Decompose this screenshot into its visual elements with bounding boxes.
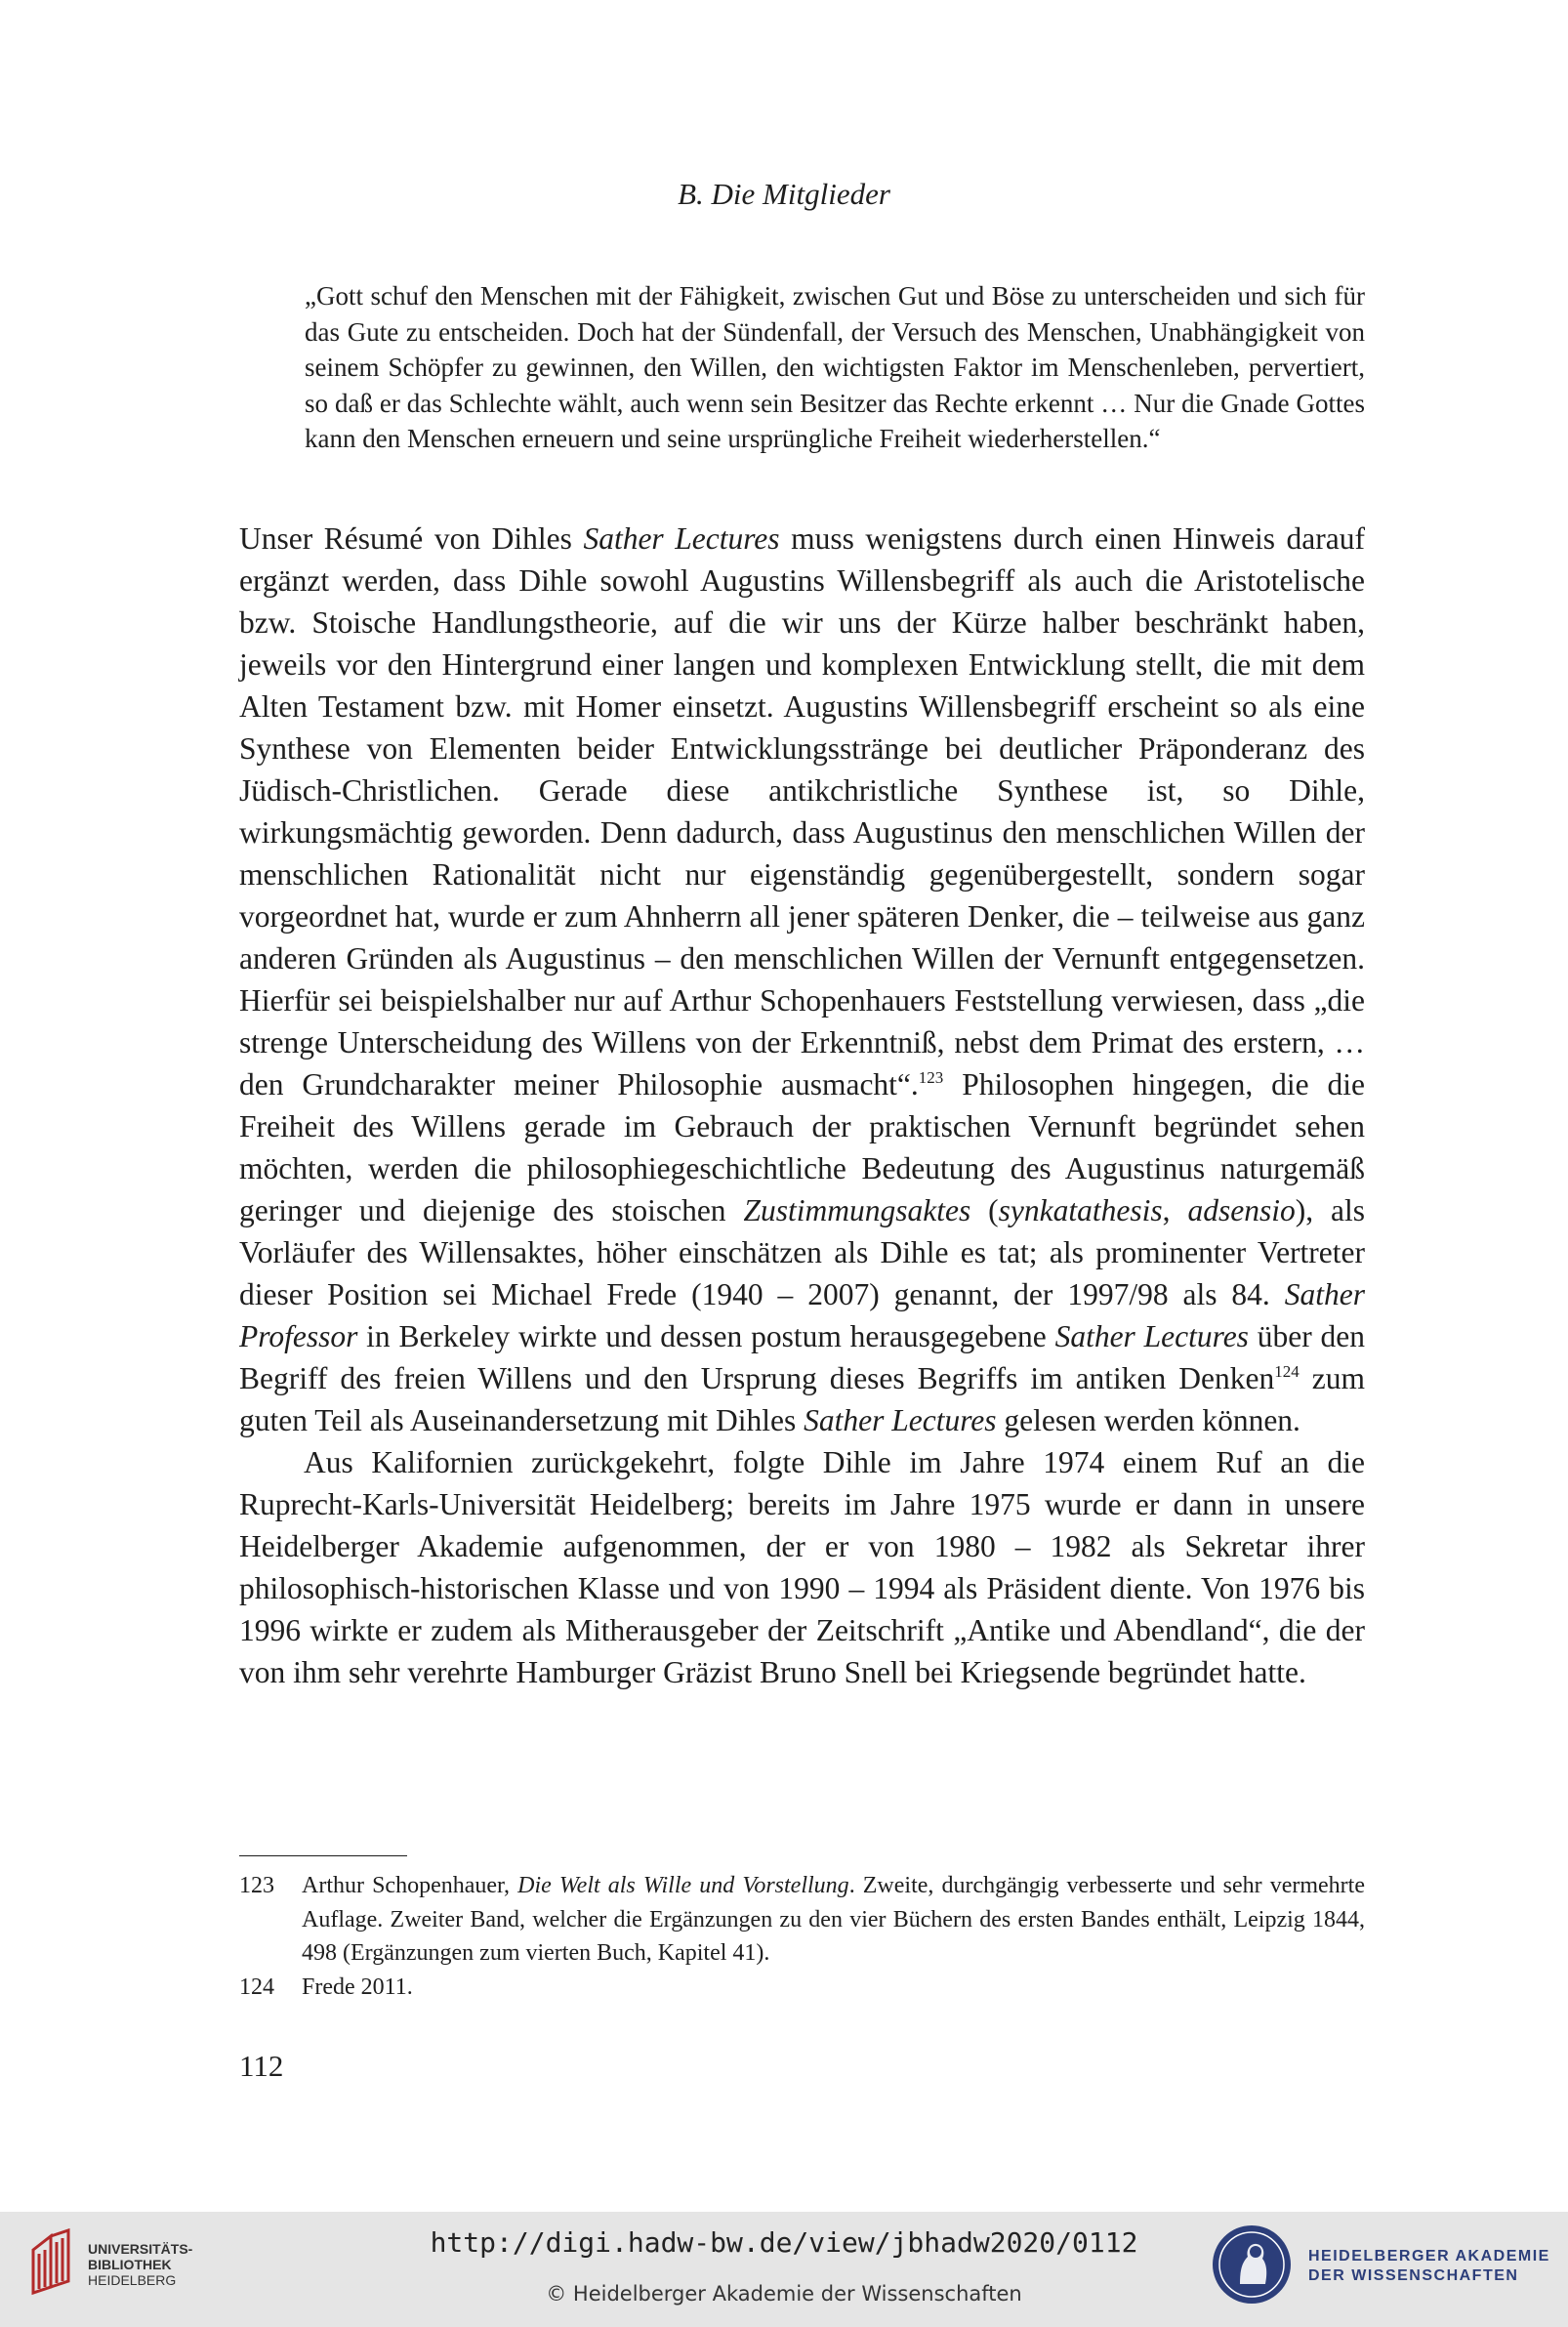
footnote-number: 124 [239, 1974, 274, 2000]
footnote-ref-123[interactable]: 123 [918, 1068, 944, 1087]
running-head: B. Die Mitglieder [678, 177, 890, 211]
footnote-text: Arthur Schopenhauer, Die Welt als Wille und Vorstellung. Zweite, durchgängig verbesserte und sehr vermehrte Auflage. Zweiter Band, welcher die Ergänzungen zu den vier Büchern des ersten Bandes enthält, Leipzig 1844, 498 (Ergänzungen zum vierten Buch, Kapitel 41). [302, 1873, 1365, 1966]
page-number: 112 [239, 2049, 284, 2083]
footnote-number: 123 [239, 1873, 274, 1898]
permalink-url[interactable]: http://digi.hadw-bw.de/view/jbhadw2020/0112 [430, 2226, 1138, 2259]
copyright-notice: © Heidelberger Akademie der Wissenschaften [546, 2282, 1022, 2306]
academy-logo[interactable] [1211, 2223, 1552, 2307]
paragraph-2: Aus Kalifornien zurückgekehrt, folgte Dihle im Jahre 1974 einem Ruf an die Ruprecht-Karls-Universität Heidelberg; bereits im Jahre 1975 wurde er dann in unsere Heidelberger Akademie aufgenommen, der er von 1980 – 1982 als Sekretar ihrer philosophisch-historischen Klasse und von 1990 – 1994 als Präsident diente. Von 1976 bis 1996 wirkte er zudem als Mitherausgeber der Zeitschrift „Antike und Abendland“, die der von ihm sehr verehrte Hamburger Gräzist Bruno Snell bei Kriegsende begründet hatte. [239, 1445, 1365, 1689]
block-quote: „Gott schuf den Menschen mit der Fähigkeit, zwischen Gut und Böse zu unterscheiden und sich für das Gute zu entscheiden. Doch hat der Sündenfall, der Versuch des Menschen, Unabhängigkeit von seinem Schöpfer zu gewinnen, den Willen, den wichtigsten Faktor im Menschenleben, pervertiert, so daß er das Schlechte wählt, auch wenn sein Besitzer das Rechte erkennt … Nur die Gnade Gottes kann den Menschen erneuern und seine ursprüngliche Freiheit wiederherstellen.“ [305, 281, 1365, 454]
footnote-123 [239, 1869, 1365, 1971]
footnotes [239, 1869, 1365, 2004]
footnote-text: Frede 2011. [302, 1974, 413, 2000]
paragraph-1: Unser Résumé von Dihles Sather Lectures muss wenigstens durch einen Hinweis darauf ergänzt werden, dass Dihle sowohl Augustins Willensbegriff als auch die Aristotelische bzw. Stoische Handlungstheorie, auf die wir uns der Kürze halber beschränkt haben, jeweils vor den Hintergrund einer langen und komplexen Entwicklung stellt, die mit dem Alten Testament bzw. mit Homer einsetzt. Augustins Willensbegriff erscheint so als eine Synthese von Elementen beider Entwicklungsstränge bei deutlicher Präponderanz des Jüdisch-Christlichen. Gerade diese antikchristliche Synthese ist, so Dihle, wirkungsmächtig geworden. Denn dadurch, dass Augustinus den menschlichen Willen der menschlichen Rationalität nicht nur eigenständig gegenübergestellt, sondern sogar vorgeordnet hat, wurde er zum Ahnherrn all jener späteren Denker, die – teilweise aus ganz anderen Gründen als Augustinus – den menschlichen Willen der Vernunft entgegensetzen. Hierfür sei beispielshalber nur auf Arthur Schopenhauers Feststellung verwiesen, dass „die strenge Unterscheidung des Willens von der Erkenntniß, nebst dem Primat des erstern, … den Grundcharakter meiner Philosophie ausmacht“.$^{123}$ Philosophen hingegen, die die Freiheit des Willens gerade im Gebrauch der praktischen Vernunft begründet sehen möchten, werden die philosophiegeschichtliche Bedeutung des Augustinus naturgemäß geringer und diejenige des stoischen Zustimmungsaktes (synkatathesis, adsensio), als Vorläufer des Willensaktes, höher einschätzen als Dihle es tat; als prominenter Vertreter dieser Position sei Michael Frede (1940 – 2007) genannt, der 1997/98 als 84. Sather Professor in Berkeley wirkte und dessen postum herausgegebene Sather Lectures über den Begriff des freien Willens und den Ursprung dieses Begriffs im antiken Denken$^{124}$ zum guten Teil als Auseinandersetzung mit Dihles Sather Lectures gelesen werden können. [239, 521, 1365, 1437]
footnote-ref-124[interactable]: 124 [1274, 1362, 1300, 1381]
academy-seal-icon [1211, 2223, 1293, 2306]
academy-logo-text: HEIDELBERGER AKADEMIE DER WISSENSCHAFTEN [1308, 2248, 1550, 2284]
footnote-separator [239, 1855, 407, 1856]
library-logo-text: UNIVERSITÄTS- BIBLIOTHEK HEIDELBERG [88, 2241, 193, 2288]
footnote-124 [239, 1971, 1365, 2005]
main-text [239, 518, 1365, 1693]
